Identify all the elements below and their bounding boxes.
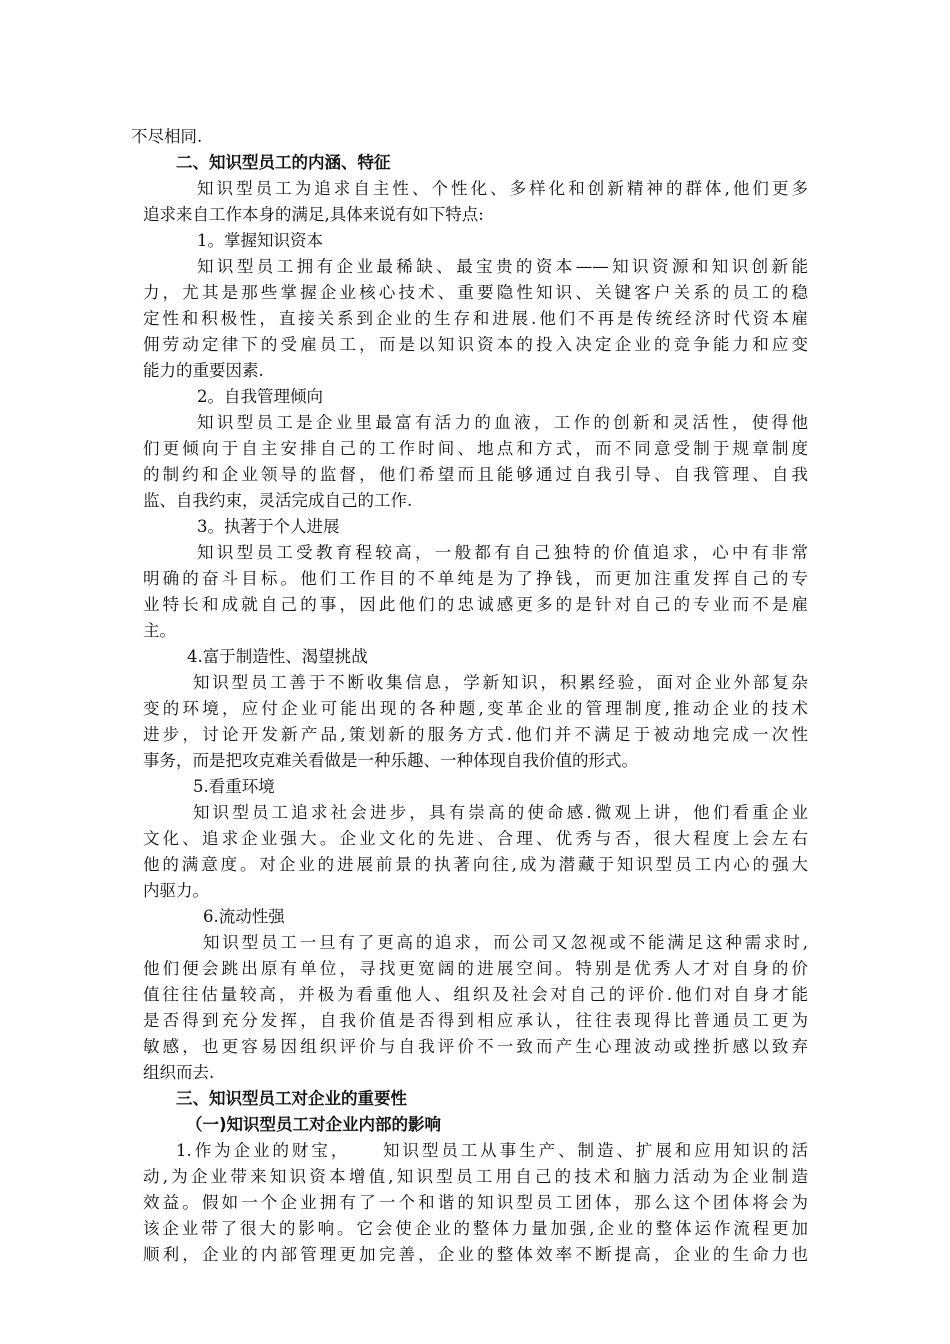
section-heading: 二、知识型员工的内涵、特征 [176,153,391,172]
paragraph-line: 动,为企业带来知识资本增值,知识型员工用自己的技术和脑力活动为企业制造 [143,1167,808,1186]
paragraph-line: 是否得到充分发挥，自我价值是否得到相应承认，往往表现得比普通员工更为 [143,1011,808,1030]
paragraph-line: 知识型员工拥有企业最稀缺、最宝贵的资本——知识资源和知识创新能 [197,257,808,276]
paragraph-line: 监、自我约束，灵活完成自己的工作. [143,491,413,510]
paragraph-line: 主。 [143,621,176,640]
paragraph-line: 他们便会跳出原有单位，寻找更宽阔的进展空间。特别是优秀人才对自身的价 [143,959,808,978]
subsection-heading: 3。执著于个人进展 [197,517,340,536]
paragraph-line: 知识型员工善于不断收集信息，学新知识，积累经验，面对企业外部复杂 [193,673,808,692]
paragraph-line: 进步，讨论开发新产品,策划新的服务方式.他们并不满足于被动地完成一次性 [143,725,808,744]
paragraph-line: 定性和积极性，直接关系到企业的生存和进展.他们不再是传统经济时代资本雇 [143,309,808,328]
paragraph-line: 明确的奋斗目标。他们工作目的不单纯是为了挣钱，而更加注重发挥自己的专 [143,569,808,588]
paragraph-line: 事务，而是把攻克难关看做是一种乐趣、一种体现自我价值的形式。 [143,751,638,770]
paragraph-line: 效益。假如一个企业拥有了一个和谐的知识型员工团体，那么这个团体将会为 [143,1193,808,1212]
paragraph-line: 能力的重要因素. [143,361,264,380]
section-heading: 三、知识型员工对企业的重要性 [176,1089,407,1108]
subsection-heading: 4.富于制造性、渴望挑战 [187,647,368,666]
paragraph-line: 们更倾向于自主安排自己的工作时间、地点和方式，而不同意受制于规章制度 [143,439,808,458]
paragraph-line: 不尽相同. [131,127,203,146]
paragraph-line: 值往往估量较高，并极为看重他人、组织及社会对自己的评价.他们对自身才能 [143,985,808,1004]
paragraph-line: 知识型员工为追求自主性、个性化、多样化和创新精神的群体,他们更多 [197,179,808,198]
paragraph-line: 业特长和成就自己的事，因此他们的忠诚感更多的是针对自己的专业而不是雇 [143,595,808,614]
paragraph-line: 组织而去. [143,1063,215,1082]
paragraph-line: 的制约和企业领导的监督，他们希望而且能够通过自我引导、自我管理、自我 [143,465,808,484]
subsection-heading: 6.流动性强 [203,907,285,926]
paragraph-line: 知识型员工是企业里最富有活力的血液，工作的创新和灵活性，使得他 [197,413,808,432]
paragraph-line: 知识型员工受教育程较高，一般都有自己独特的价值追求，心中有非常 [197,543,808,562]
paragraph-line: 顺利，企业的内部管理更加完善，企业的整体效率不断提高，企业的生命力也 [143,1245,808,1264]
paragraph-line: 追求来自工作本身的满足,具体来说有如下特点: [143,205,484,224]
paragraph-line: 力，尤其是那些掌握企业核心技术、重要隐性知识、关键客户关系的员工的稳 [143,283,808,302]
paragraph-line: 变的环境，应付企业可能出现的各种题,变革企业的管理制度,推动企业的技术 [143,699,808,718]
paragraph-line: 敏感，也更容易因组织评价与自我评价不一致而产生心理波动或挫折感以致弃 [143,1037,808,1056]
paragraph-line: 内驱力。 [143,881,209,900]
subsection-heading: （一)知识型员工对企业内部的影响 [186,1115,442,1134]
paragraph-line: 知识型员工追求社会进步，具有崇高的使命感.微观上讲，他们看重企业 [193,803,808,822]
subsection-heading: 5.看重环境 [193,777,275,796]
subsection-heading: 1。掌握知识资本 [197,231,323,250]
paragraph-line: 知识型员工一旦有了更高的追求，而公司又忽视或不能满足这种需求时, [203,933,808,952]
paragraph-line: 1.作为企业的财宝， 知识型员工从事生产、制造、扩展和应用知识的活 [176,1141,808,1160]
paragraph-line: 文化、追求企业强大。企业文化的先进、合理、优秀与否，很大程度上会左右 [143,829,808,848]
paragraph-line: 佣劳动定律下的受雇员工，而是以知识资本的投入决定企业的竞争能力和应变 [143,335,808,354]
paragraph-line: 他的满意度。对企业的进展前景的执著向往,成为潜藏于知识型员工内心的强大 [143,855,808,874]
subsection-heading: 2。自我管理倾向 [197,387,323,406]
paragraph-line: 该企业带了很大的影响。它会使企业的整体力量加强,企业的整体运作流程更加 [143,1219,808,1238]
